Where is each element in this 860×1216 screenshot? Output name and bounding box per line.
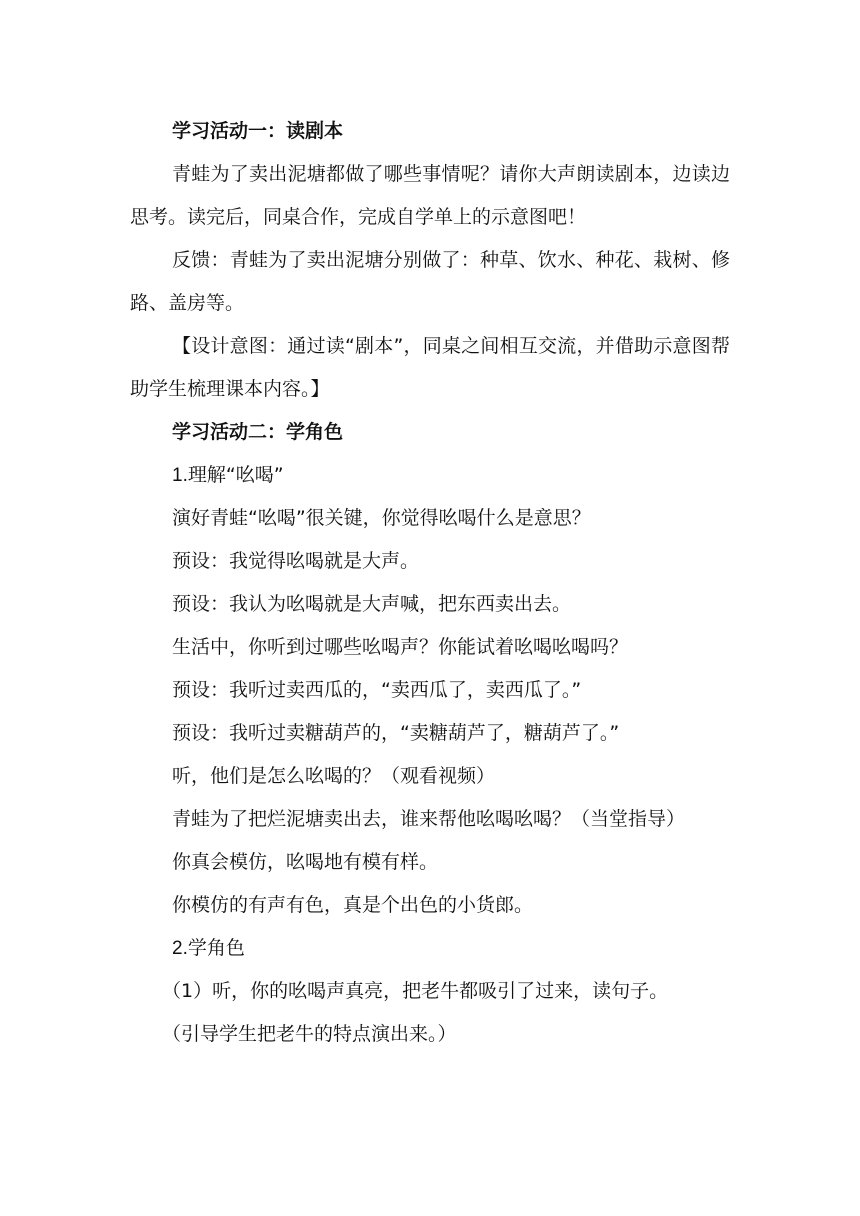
activity1-paragraph-1: 青蛙为了卖出泥塘都做了哪些事情呢？请你大声朗读剧本，边读边思考。读完后，同桌合作，完成自学单上的示意图吧！ [130,163,730,228]
activity1-paragraph-2: 反馈：青蛙为了卖出泥塘分别做了：种草、饮水、种花、栽树、修路、盖房等。 [130,249,730,314]
activity2-heading: 学习活动二：学角色 [172,421,344,443]
sub-section-1-number: 1. [172,465,188,486]
text-line: 预设：我觉得吆喝就是大声。 [172,550,420,572]
text-line: 预设：我听过卖西瓜的，“卖西瓜了，卖西瓜了。” [172,679,582,701]
sub-section-2-line-2: （引导学生把老牛的特点演出来。） [162,1023,457,1045]
text-line: 青蛙为了把烂泥塘卖出去，谁来帮他吆喝吆喝？（当堂指导） [172,808,686,830]
text-line: 演好青蛙“吆喝”很关键，你觉得吆喝什么是意思？ [172,507,591,529]
sub-section-2-title [130,927,730,970]
text-line: 预设：我认为吆喝就是大声喊，把东西卖出去。 [172,593,572,615]
design-intent-paragraph: 【设计意图：通过读“剧本”，同桌之间相互交流，并借助示意图帮助学生梳理课本内容。】 [130,335,730,400]
text-line: 生活中，你听到过哪些吆喝声？你能试着吆喝吆喝吗？ [172,636,629,658]
sub-section-1-title [130,454,730,497]
activity1-heading: 学习活动一：读剧本 [172,120,344,142]
text-line: 你模仿的有声有色，真是个出色的小货郎。 [172,894,534,916]
sub-section-2-label: 学角色 [187,937,245,959]
text-line: 你真会模仿，吆喝地有模有样。 [172,851,439,873]
sub-section-2-number: 2. [172,938,188,959]
document-body [130,110,730,1056]
text-line: 听，他们是怎么吆喝的？（观看视频） [172,765,496,787]
sub-section-1-label: 理解“吆喝” [187,464,284,486]
sub-section-2-line-1: （1）听，你的吆喝声真亮，把老牛都吸引了过来，读句子。 [162,980,669,1002]
text-line: 预设：我听过卖糖葫芦的，“卖糖葫芦了，糖葫芦了。” [172,722,620,744]
